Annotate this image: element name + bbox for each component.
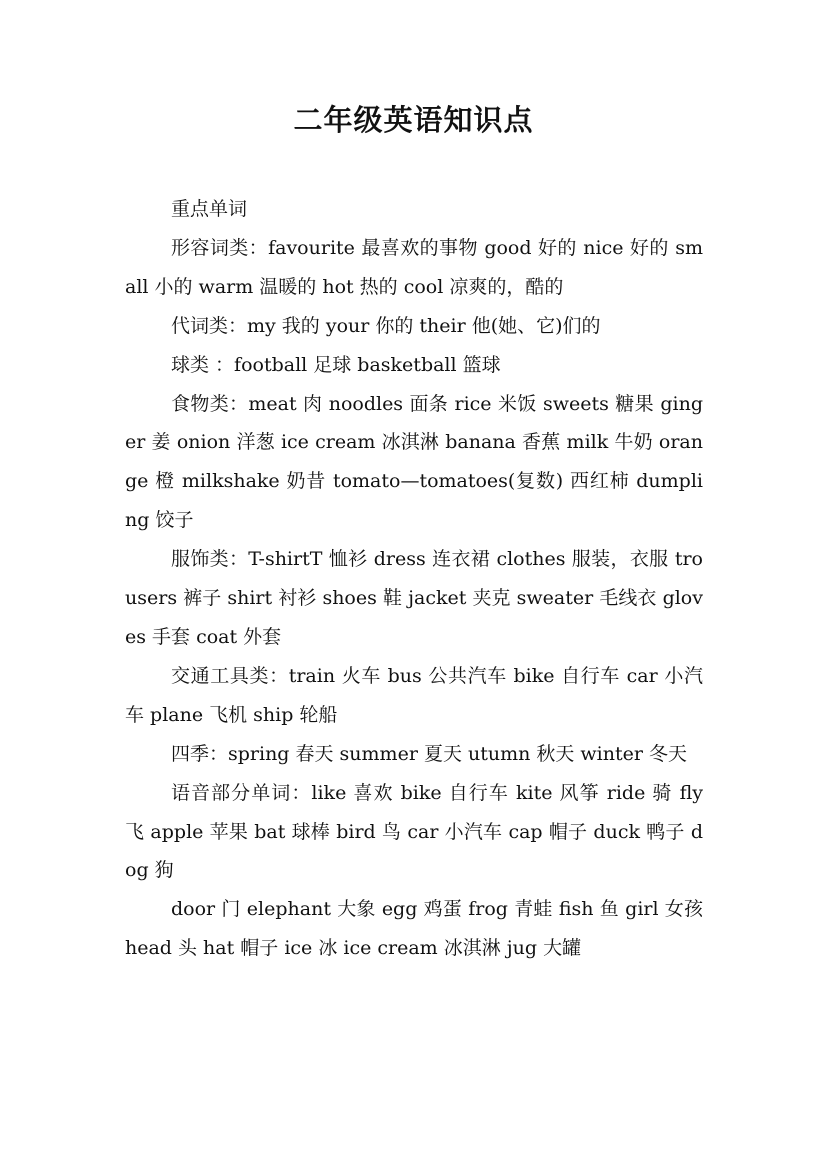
paragraph-phonics-words-continued: door 门 elephant 大象 egg 鸡蛋 frog 青蛙 fish 鱼 girl 女孩 head 头 hat 帽子 ice 冰 ice cream 冰淇淋 jug 大罐 <box>125 898 703 960</box>
page-title: 二年级英语知识点 <box>293 103 534 137</box>
paragraph-pronouns: 代词类：my 我的 your 你的 their 他(她、它)们的 <box>171 314 601 337</box>
paragraph-balls: 球类 ：football 足球 basketball 篮球 <box>171 353 501 376</box>
paragraph-clothing: 服饰类：T-shirtT 恤衫 dress 连衣裙 clothes 服装，衣服 trousers 裤子 shirt 衬衫 shoes 鞋 jacket 夹克 sweater 毛线衣 gloves 手套 coat 外套 <box>125 548 703 648</box>
paragraph-food: 食物类：meat 肉 noodles 面条 rice 米饭 sweets 糖果 ginger 姜 onion 洋葱 ice cream 冰淇淋 banana 香蕉 milk 牛奶 orange 橙 milkshake 奶昔 tomato—tomatoes(复数) 西红柿 dumpling 饺子 <box>125 392 703 532</box>
paragraph-key-words-heading: 重点单词 <box>171 198 248 220</box>
document-body <box>125 190 703 968</box>
paragraph-phonics-words: 语音部分单词：like 喜欢 bike 自行车 kite 风筝 ride 骑 fly 飞 apple 苹果 bat 球棒 bird 鸟 car 小汽车 cap 帽子 duck 鸭子 dog 狗 <box>125 781 703 882</box>
paragraph-adjectives: 形容词类：favourite 最喜欢的事物 good 好的 nice 好的 small 小的 warm 温暖的 hot 热的 cool 凉爽的，酷的 <box>125 236 703 298</box>
paragraph-seasons: 四季：spring 春天 summer 夏天 utumn 秋天 winter 冬天 <box>171 742 687 765</box>
paragraph-transport: 交通工具类：train 火车 bus 公共汽车 bike 自行车 car 小汽车 plane 飞机 ship 轮船 <box>125 664 703 726</box>
